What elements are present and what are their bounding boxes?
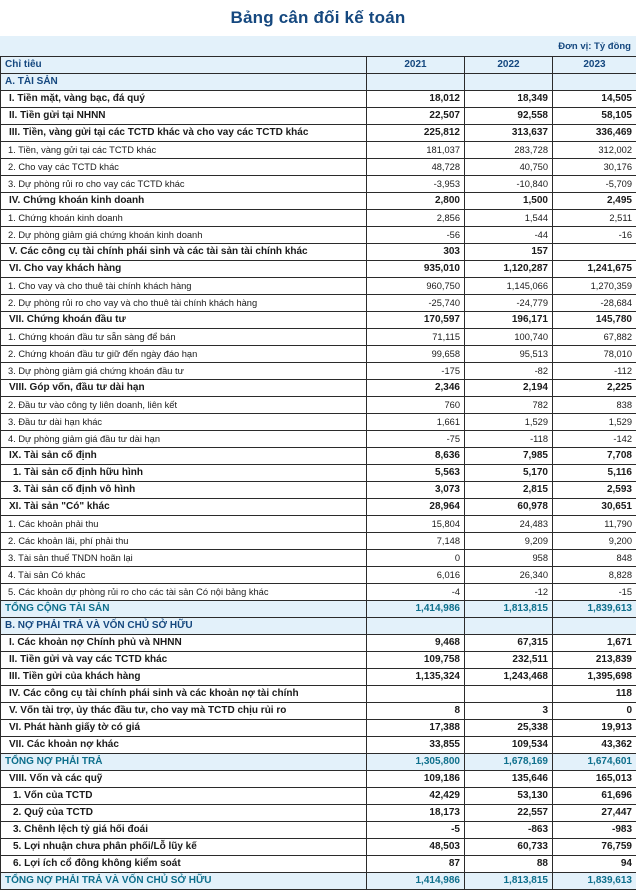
row-value-2021: 935,010 (367, 261, 465, 278)
row-value-2021: 2,856 (367, 210, 465, 227)
row-value-2022: 92,558 (465, 108, 553, 125)
row-label: 1. Vốn của TCTD (1, 788, 367, 805)
row-label: 2. Quỹ của TCTD (1, 805, 367, 822)
table-row (1, 839, 636, 856)
row-value-2023: 8,828 (553, 567, 636, 584)
row-value-2023: 1,839,613 (553, 601, 636, 618)
table-row (1, 210, 636, 227)
row-label: 2. Các khoản lãi, phí phải thu (1, 533, 367, 550)
row-value-2021: 225,812 (367, 125, 465, 142)
table-row (1, 193, 636, 210)
row-value-2023: -16 (553, 227, 636, 244)
row-value-2023: 7,708 (553, 448, 636, 465)
row-value-2023: 9,200 (553, 533, 636, 550)
row-label: XI. Tài sản "Có" khác (1, 499, 367, 516)
row-label: TỔNG NỢ PHẢI TRẢ VÀ VỐN CHỦ SỞ HỮU (1, 873, 367, 890)
row-label: VI. Phát hành giấy tờ có giá (1, 720, 367, 737)
row-value-2022: 24,483 (465, 516, 553, 533)
row-value-2021: 6,016 (367, 567, 465, 584)
row-value-2022: -24,779 (465, 295, 553, 312)
row-value-2022: 1,813,815 (465, 873, 553, 890)
row-value-2023: 1,241,675 (553, 261, 636, 278)
row-value-2022: 18,349 (465, 91, 553, 108)
row-value-2023: 1,270,359 (553, 278, 636, 295)
table-row (1, 618, 636, 635)
row-value-2022: -44 (465, 227, 553, 244)
row-value-2022: 109,534 (465, 737, 553, 754)
row-value-2021: -4 (367, 584, 465, 601)
row-value-2022: 1,678,169 (465, 754, 553, 771)
row-value-2021: 0 (367, 550, 465, 567)
table-row (1, 737, 636, 754)
row-value-2021: -5 (367, 822, 465, 839)
row-value-2023: 336,469 (553, 125, 636, 142)
row-label: 3. Tài sản cố định vô hình (1, 482, 367, 499)
table-row (1, 635, 636, 652)
unit-label: Đơn vị: Tỷ đồng (558, 41, 631, 52)
table-row (1, 448, 636, 465)
row-label: 2. Cho vay các TCTD khác (1, 159, 367, 176)
table-row (1, 482, 636, 499)
row-label: 3. Đầu tư dài hạn khác (1, 414, 367, 431)
row-value-2023: -142 (553, 431, 636, 448)
row-value-2021: 48,503 (367, 839, 465, 856)
row-label: TỔNG CỘNG TÀI SẢN (1, 601, 367, 618)
row-value-2023: 2,225 (553, 380, 636, 397)
row-value-2021: 303 (367, 244, 465, 261)
row-value-2023: 1,671 (553, 635, 636, 652)
table-row (1, 414, 636, 431)
row-label: VIII. Vốn và các quỹ (1, 771, 367, 788)
row-label: 1. Các khoản phải thu (1, 516, 367, 533)
table-row (1, 91, 636, 108)
row-value-2022: 1,120,287 (465, 261, 553, 278)
row-value-2021: 71,115 (367, 329, 465, 346)
row-value-2021: -3,953 (367, 176, 465, 193)
table-row (1, 822, 636, 839)
row-value-2023 (553, 74, 636, 91)
row-value-2023: 2,511 (553, 210, 636, 227)
table-row (1, 465, 636, 482)
row-value-2021: 5,563 (367, 465, 465, 482)
table-row (1, 346, 636, 363)
row-value-2022: 313,637 (465, 125, 553, 142)
row-value-2022: 60,978 (465, 499, 553, 516)
row-value-2023: 165,013 (553, 771, 636, 788)
row-label: I. Tiền mặt, vàng bạc, đá quý (1, 91, 367, 108)
table-row (1, 703, 636, 720)
table-row (1, 74, 636, 91)
row-value-2022: 283,728 (465, 142, 553, 159)
row-value-2022: 100,740 (465, 329, 553, 346)
row-label: 2. Dự phòng rủi ro cho vay và cho thuê tài chính khách hàng (1, 295, 367, 312)
column-header-2022: 2022 (465, 57, 553, 74)
balance-sheet-table (0, 56, 636, 890)
row-value-2021: 18,173 (367, 805, 465, 822)
row-label: II. Tiền gửi và vay các TCTD khác (1, 652, 367, 669)
row-value-2022: 40,750 (465, 159, 553, 176)
table-header (1, 57, 636, 74)
row-label: VII. Chứng khoán đầu tư (1, 312, 367, 329)
row-value-2022: 958 (465, 550, 553, 567)
row-value-2022: 22,557 (465, 805, 553, 822)
row-label: 2. Chứng khoán đầu tư giữ đến ngày đáo hạn (1, 346, 367, 363)
row-value-2021: 8,636 (367, 448, 465, 465)
row-label: 4. Dự phòng giảm giá đầu tư dài hạn (1, 431, 367, 448)
row-value-2023: 848 (553, 550, 636, 567)
table-row (1, 380, 636, 397)
row-label: 2. Dự phòng giảm giá chứng khoán kinh doanh (1, 227, 367, 244)
table-row (1, 516, 636, 533)
row-value-2022: 53,130 (465, 788, 553, 805)
column-header-2023: 2023 (553, 57, 636, 74)
row-value-2023: 145,780 (553, 312, 636, 329)
row-value-2022: 232,511 (465, 652, 553, 669)
row-label: IX. Tài sản cố định (1, 448, 367, 465)
row-value-2023: 1,529 (553, 414, 636, 431)
row-value-2021: 7,148 (367, 533, 465, 550)
row-label: VII. Các khoản nợ khác (1, 737, 367, 754)
row-value-2021: 87 (367, 856, 465, 873)
row-value-2023: 838 (553, 397, 636, 414)
row-value-2022 (465, 74, 553, 91)
row-value-2023: 1,395,698 (553, 669, 636, 686)
table-row (1, 533, 636, 550)
row-value-2021: 17,388 (367, 720, 465, 737)
row-value-2021: 2,800 (367, 193, 465, 210)
row-value-2021: 3,073 (367, 482, 465, 499)
table-row (1, 601, 636, 618)
row-value-2021: 48,728 (367, 159, 465, 176)
row-value-2023: 67,882 (553, 329, 636, 346)
row-value-2022: -12 (465, 584, 553, 601)
row-value-2023: 312,002 (553, 142, 636, 159)
column-header-2021: 2021 (367, 57, 465, 74)
row-label: 3. Dự phòng giảm giá chứng khoán đầu tư (1, 363, 367, 380)
row-label: 6. Lợi ích cổ đông không kiểm soát (1, 856, 367, 873)
row-value-2022: 7,985 (465, 448, 553, 465)
row-label: V. Vốn tài trợ, ủy thác đầu tư, cho vay mà TCTD chịu rủi ro (1, 703, 367, 720)
row-label: IV. Chứng khoán kinh doanh (1, 193, 367, 210)
row-value-2023: -5,709 (553, 176, 636, 193)
row-value-2021: 22,507 (367, 108, 465, 125)
table-row (1, 499, 636, 516)
table-row (1, 771, 636, 788)
row-value-2021: 9,468 (367, 635, 465, 652)
row-value-2023: 19,913 (553, 720, 636, 737)
row-value-2021: 33,855 (367, 737, 465, 754)
row-value-2022: 1,243,468 (465, 669, 553, 686)
row-label: IV. Các công cụ tài chính phái sinh và các khoản nợ tài chính (1, 686, 367, 703)
row-label: 3. Dự phòng rủi ro cho vay các TCTD khác (1, 176, 367, 193)
row-value-2021: 8 (367, 703, 465, 720)
row-value-2021: 760 (367, 397, 465, 414)
row-label: TỔNG NỢ PHẢI TRẢ (1, 754, 367, 771)
table-row (1, 686, 636, 703)
row-value-2022: 95,513 (465, 346, 553, 363)
row-label: 1. Chứng khoán kinh doanh (1, 210, 367, 227)
row-value-2022 (465, 686, 553, 703)
row-value-2023: 30,651 (553, 499, 636, 516)
table-row (1, 431, 636, 448)
table-row (1, 108, 636, 125)
table-row (1, 278, 636, 295)
table-row (1, 856, 636, 873)
row-value-2023: 30,176 (553, 159, 636, 176)
table-row (1, 125, 636, 142)
row-value-2021: 1,305,800 (367, 754, 465, 771)
row-value-2023 (553, 244, 636, 261)
row-value-2023: 14,505 (553, 91, 636, 108)
row-value-2021: -25,740 (367, 295, 465, 312)
table-row (1, 788, 636, 805)
row-label: 1. Cho vay và cho thuê tài chính khách hàng (1, 278, 367, 295)
table-row (1, 176, 636, 193)
row-value-2022: -863 (465, 822, 553, 839)
row-value-2023: 5,116 (553, 465, 636, 482)
row-value-2021 (367, 74, 465, 91)
row-value-2023: 61,696 (553, 788, 636, 805)
row-value-2021: 2,346 (367, 380, 465, 397)
row-value-2023: -112 (553, 363, 636, 380)
row-value-2021: 99,658 (367, 346, 465, 363)
row-value-2023: 213,839 (553, 652, 636, 669)
row-value-2021: 960,750 (367, 278, 465, 295)
row-value-2022: 25,338 (465, 720, 553, 737)
table-row (1, 363, 636, 380)
row-label: 2. Đầu tư vào công ty liên doanh, liên kết (1, 397, 367, 414)
row-label: 1. Tiền, vàng gửi tại các TCTD khác (1, 142, 367, 159)
row-value-2022: 157 (465, 244, 553, 261)
row-value-2021: 1,414,986 (367, 601, 465, 618)
row-label: III. Tiền gửi của khách hàng (1, 669, 367, 686)
title-bar (0, 0, 636, 36)
row-value-2021: 42,429 (367, 788, 465, 805)
row-value-2021: 181,037 (367, 142, 465, 159)
row-value-2021: 1,661 (367, 414, 465, 431)
row-value-2022: 782 (465, 397, 553, 414)
row-value-2023: 1,674,601 (553, 754, 636, 771)
table-row (1, 244, 636, 261)
column-header-indicator: Chỉ tiêu (1, 57, 367, 74)
table-row (1, 584, 636, 601)
row-label: 1. Chứng khoán đầu tư sẵn sàng để bán (1, 329, 367, 346)
row-label: 5. Lợi nhuận chưa phân phối/Lỗ lũy kế (1, 839, 367, 856)
row-value-2023: 11,790 (553, 516, 636, 533)
table-row (1, 805, 636, 822)
row-value-2022: 1,529 (465, 414, 553, 431)
row-value-2021: 170,597 (367, 312, 465, 329)
table-row (1, 754, 636, 771)
table-body (1, 74, 636, 890)
row-value-2022: 26,340 (465, 567, 553, 584)
row-value-2021: 15,804 (367, 516, 465, 533)
row-value-2023: 118 (553, 686, 636, 703)
row-value-2022: 1,544 (465, 210, 553, 227)
row-label: I. Các khoản nợ Chính phủ và NHNN (1, 635, 367, 652)
row-value-2022: 1,145,066 (465, 278, 553, 295)
table-row (1, 329, 636, 346)
row-value-2022: 196,171 (465, 312, 553, 329)
row-value-2022: 2,194 (465, 380, 553, 397)
row-value-2023: 0 (553, 703, 636, 720)
row-value-2023: 1,839,613 (553, 873, 636, 890)
row-value-2023: 94 (553, 856, 636, 873)
row-value-2021: -75 (367, 431, 465, 448)
row-label: A. TÀI SẢN (1, 74, 367, 91)
table-row (1, 159, 636, 176)
row-label: B. NỢ PHẢI TRẢ VÀ VỐN CHỦ SỞ HỮU (1, 618, 367, 635)
row-label: II. Tiền gửi tại NHNN (1, 108, 367, 125)
row-value-2021: 18,012 (367, 91, 465, 108)
row-value-2023: 2,495 (553, 193, 636, 210)
row-value-2023: 27,447 (553, 805, 636, 822)
row-value-2023 (553, 618, 636, 635)
row-value-2022: -10,840 (465, 176, 553, 193)
row-value-2022: 67,315 (465, 635, 553, 652)
row-label: 5. Các khoản dự phòng rủi ro cho các tài sản Có nội bảng khác (1, 584, 367, 601)
row-value-2022: 1,813,815 (465, 601, 553, 618)
row-value-2021 (367, 686, 465, 703)
row-label: 4. Tài sản Có khác (1, 567, 367, 584)
row-value-2022: 3 (465, 703, 553, 720)
table-header-row (1, 57, 636, 74)
row-value-2023: -983 (553, 822, 636, 839)
row-value-2021: 109,758 (367, 652, 465, 669)
unit-bar (0, 36, 636, 56)
table-row (1, 312, 636, 329)
table-row (1, 873, 636, 890)
row-value-2022: 60,733 (465, 839, 553, 856)
table-row (1, 669, 636, 686)
row-value-2023: -15 (553, 584, 636, 601)
page-title: Bảng cân đối kế toán (231, 8, 406, 28)
row-label: VI. Cho vay khách hàng (1, 261, 367, 278)
row-value-2021: -175 (367, 363, 465, 380)
row-value-2023: 58,105 (553, 108, 636, 125)
row-value-2022 (465, 618, 553, 635)
row-value-2021: 1,135,324 (367, 669, 465, 686)
row-label: 3. Chênh lệch tỷ giá hối đoái (1, 822, 367, 839)
table-row (1, 142, 636, 159)
table-row (1, 295, 636, 312)
row-label: III. Tiền, vàng gửi tại các TCTD khác và cho vay các TCTD khác (1, 125, 367, 142)
row-value-2022: -118 (465, 431, 553, 448)
row-value-2021: -56 (367, 227, 465, 244)
row-value-2022: 88 (465, 856, 553, 873)
row-label: 1. Tài sản cố định hữu hình (1, 465, 367, 482)
row-value-2023: 78,010 (553, 346, 636, 363)
row-value-2022: 9,209 (465, 533, 553, 550)
table-row (1, 397, 636, 414)
row-label: V. Các công cụ tài chính phái sinh và các tài sản tài chính khác (1, 244, 367, 261)
row-value-2023: 43,362 (553, 737, 636, 754)
row-value-2023: -28,684 (553, 295, 636, 312)
table-row (1, 567, 636, 584)
table-row (1, 550, 636, 567)
row-value-2022: -82 (465, 363, 553, 380)
row-value-2023: 76,759 (553, 839, 636, 856)
row-value-2022: 135,646 (465, 771, 553, 788)
row-value-2021: 109,186 (367, 771, 465, 788)
table-row (1, 261, 636, 278)
table-row (1, 227, 636, 244)
table-row (1, 720, 636, 737)
row-value-2021: 28,964 (367, 499, 465, 516)
row-value-2023: 2,593 (553, 482, 636, 499)
row-value-2022: 5,170 (465, 465, 553, 482)
row-label: VIII. Góp vốn, đầu tư dài hạn (1, 380, 367, 397)
row-label: 3. Tài sản thuế TNDN hoãn lại (1, 550, 367, 567)
row-value-2022: 2,815 (465, 482, 553, 499)
row-value-2021: 1,414,986 (367, 873, 465, 890)
row-value-2022: 1,500 (465, 193, 553, 210)
row-value-2021 (367, 618, 465, 635)
table-row (1, 652, 636, 669)
